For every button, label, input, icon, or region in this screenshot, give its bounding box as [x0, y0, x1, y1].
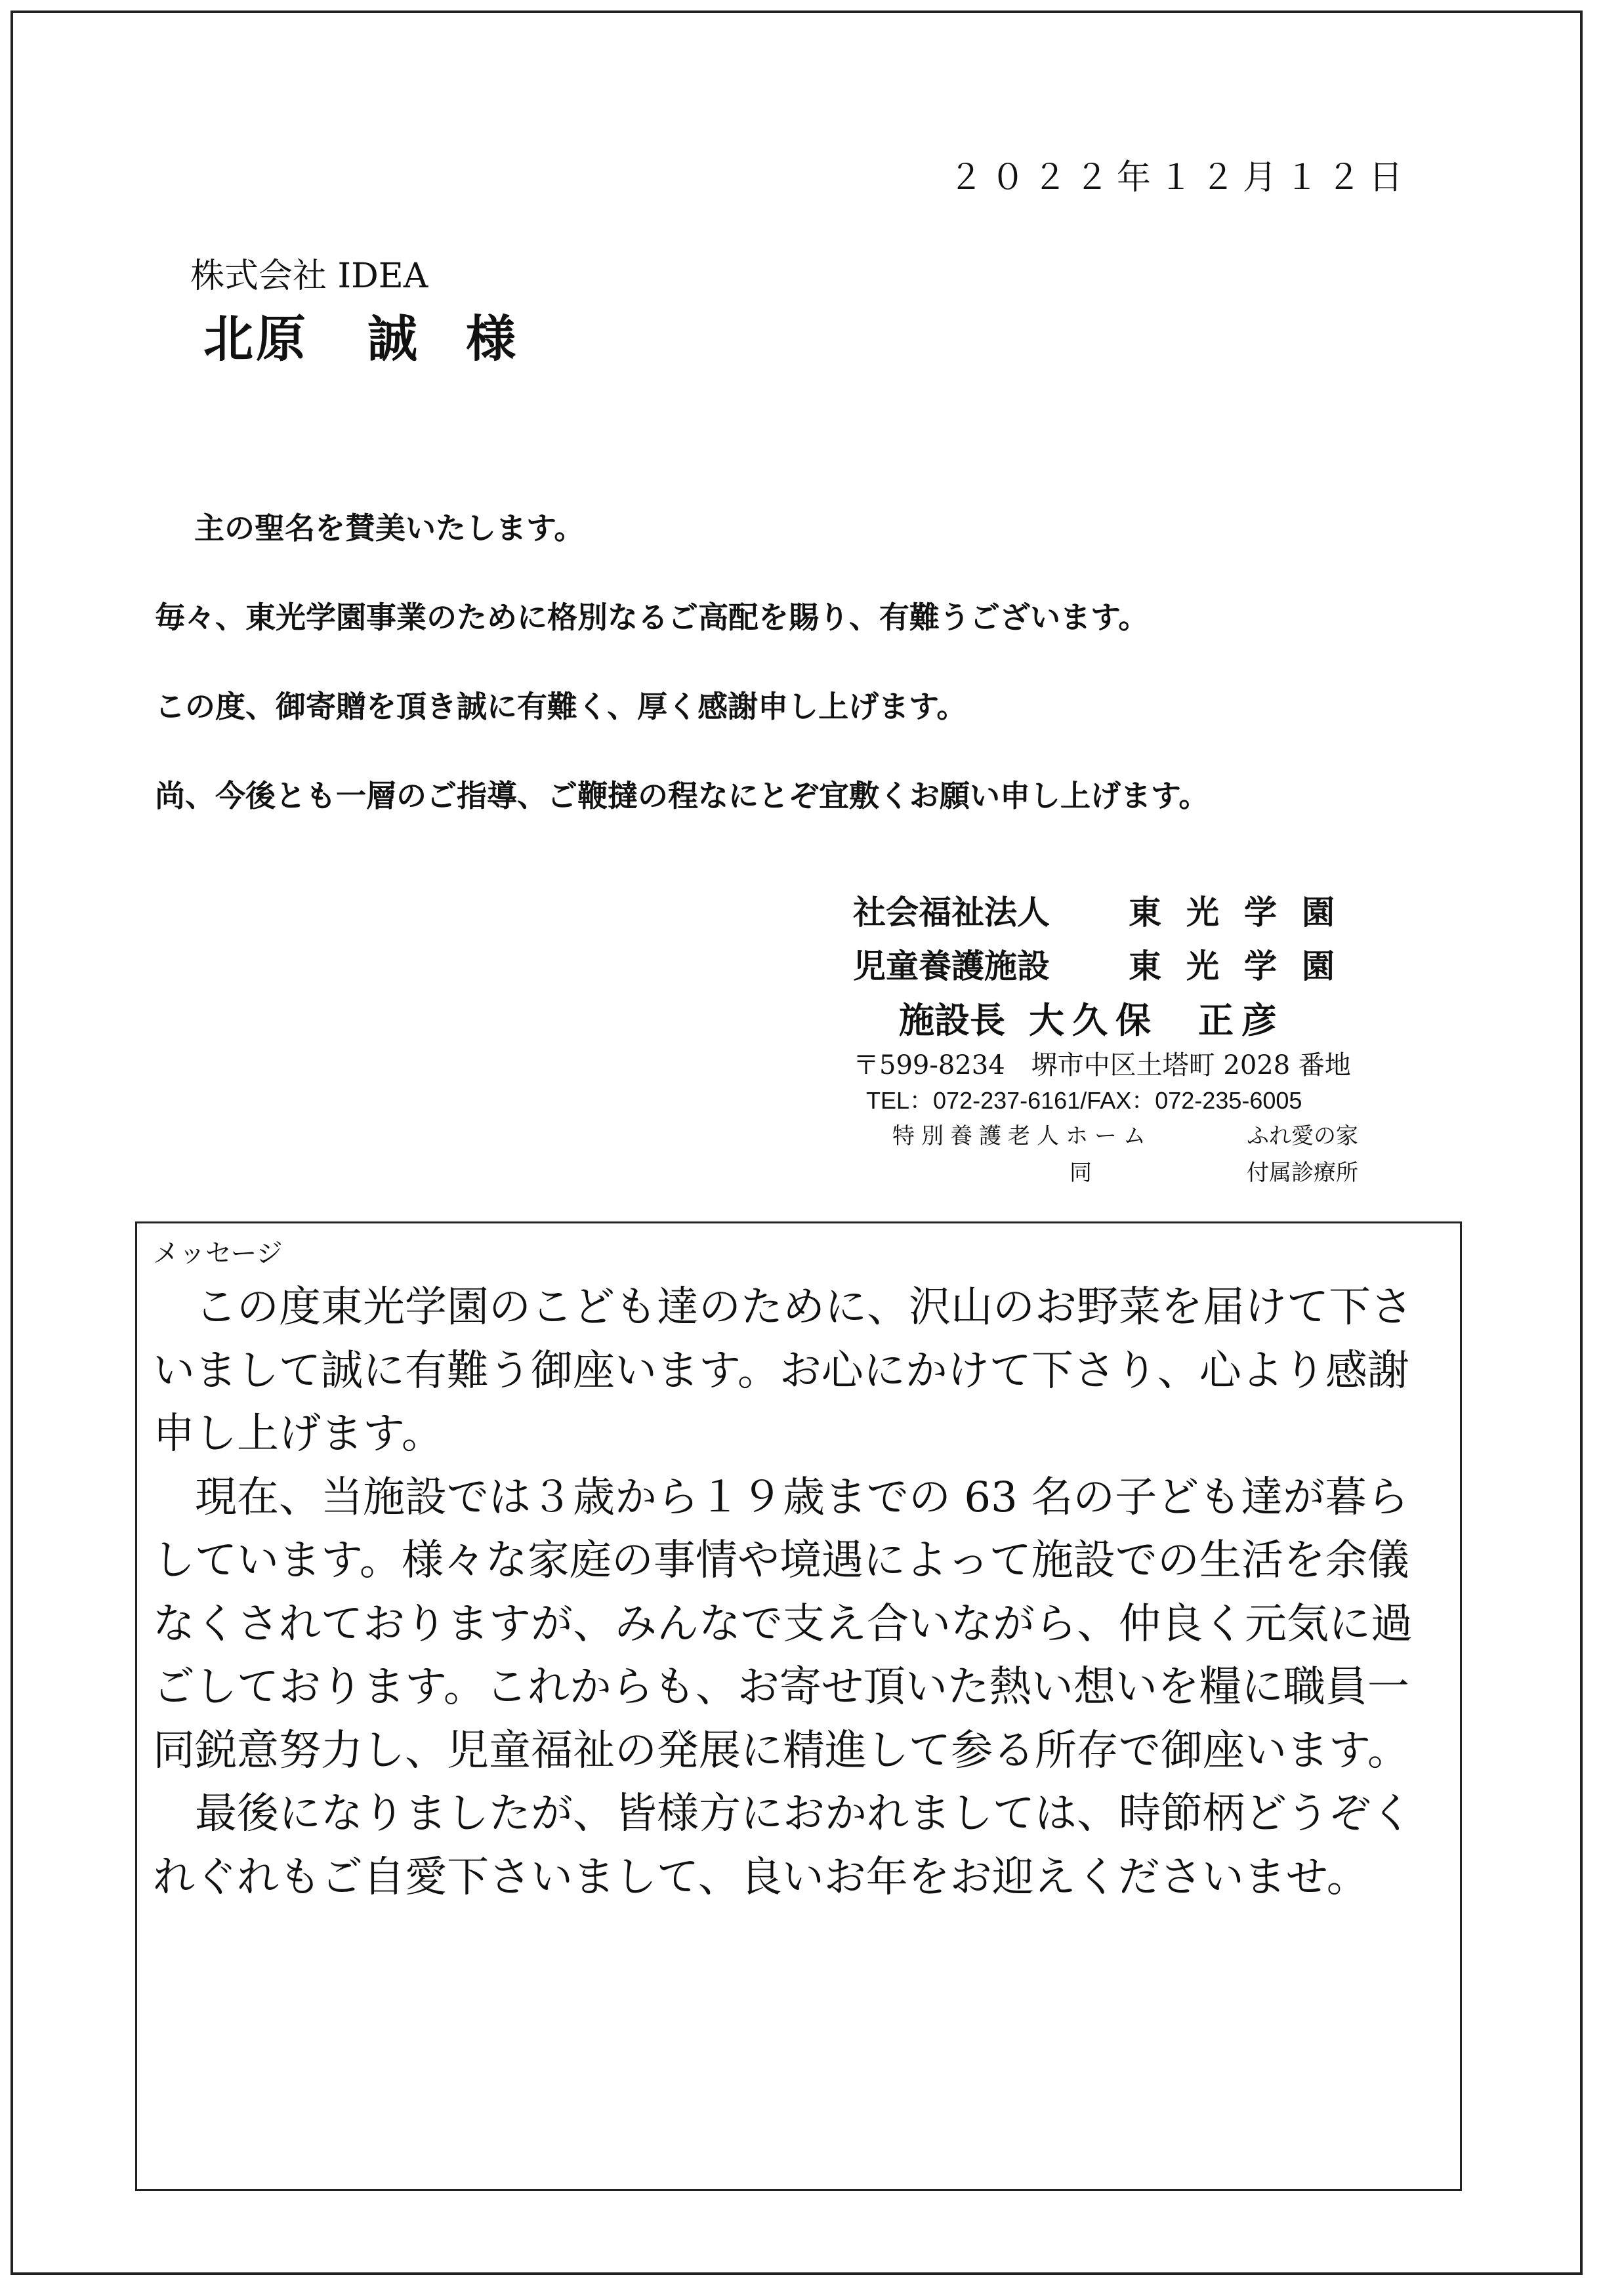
- message-paragraph: この度東光学園のこども達のために、沢山のお野菜を届けて下さいまして誠に有難う御座います。お心にかけて下さり、心より感謝申し上げます。: [153, 1283, 1413, 1458]
- affiliate-2: [853, 1155, 1476, 1191]
- sender-block: [853, 886, 1476, 1191]
- greeting-line: 尚、今後とも一層のご指導、ご鞭撻の程なにとぞ宜敷くお願い申し上げます。: [155, 778, 1209, 813]
- org-1-name: 東光学園: [1129, 893, 1360, 932]
- affiliate-1-type: 特別養護老人ホーム: [892, 1123, 1152, 1149]
- recipient-name: [203, 299, 518, 371]
- org-2-name: 東光学園: [1129, 947, 1360, 985]
- sender-org-1: [853, 886, 1476, 939]
- greeting-line: 毎々、東光学園事業のために格別なるご高配を賜り、有難うございます。: [155, 600, 1149, 635]
- director-surname: 大久保: [1029, 999, 1159, 1041]
- message-paragraph: 最後になりましたが、皆様方におかれましては、時節柄どうぞくれぐれもご自愛下さいまして、良いお年をお迎えくださいませ。: [153, 1790, 1413, 1902]
- affiliate-2-name: 付属診療所: [1247, 1160, 1358, 1186]
- message-body: [153, 1276, 1439, 1909]
- sender-address: 〒599-8234 堺市中区土塔町 2028 番地: [853, 1050, 1351, 1080]
- message-box: [135, 1221, 1462, 2191]
- affiliate-1: [853, 1118, 1476, 1155]
- director-line: [853, 993, 1476, 1047]
- recipient-company: 株式会社 IDEA: [190, 256, 428, 296]
- recipient-given-name: 誠: [367, 310, 420, 368]
- sender-tel-fax: TEL：072-237-6161/FAX：072-235-6005: [866, 1087, 1302, 1114]
- greeting-line: 主の聖名を賛美いたします。: [194, 510, 585, 546]
- org-1-label: 社会福祉法人: [853, 893, 1050, 932]
- greeting-line: この度、御寄贈を頂き誠に有難く、厚く感謝申し上げます。: [155, 689, 967, 724]
- affiliate-1-name: ふれ愛の家: [1247, 1123, 1358, 1149]
- director-given-name: 正彦: [1198, 999, 1285, 1041]
- recipient-honorific: 様: [466, 310, 518, 368]
- org-2-label: 児童養護施設: [853, 947, 1050, 985]
- message-paragraph: 現在、当施設では３歳から１９歳までの 63 名の子ども達が暮らしています。様々な家庭の事情や境遇によって施設での生活を余儀なくされておりますが、みんなで支え合いながら、仲良く元気に過ごしております。これからも、お寄せ頂いた熱い想いを糧に職員一同鋭意努力し、児童福祉の発展に精進して参る所存で御座います。: [153, 1473, 1413, 1775]
- affiliate-2-type: 同: [1070, 1160, 1092, 1186]
- sender-org-2: [853, 939, 1476, 993]
- recipient-surname: 北原: [203, 310, 308, 368]
- letter-date: ２０２２年１２月１２日: [948, 158, 1411, 197]
- greeting-block: [155, 505, 1467, 862]
- message-label: メッセージ: [153, 1239, 283, 1269]
- director-title: 施設長: [899, 999, 1005, 1041]
